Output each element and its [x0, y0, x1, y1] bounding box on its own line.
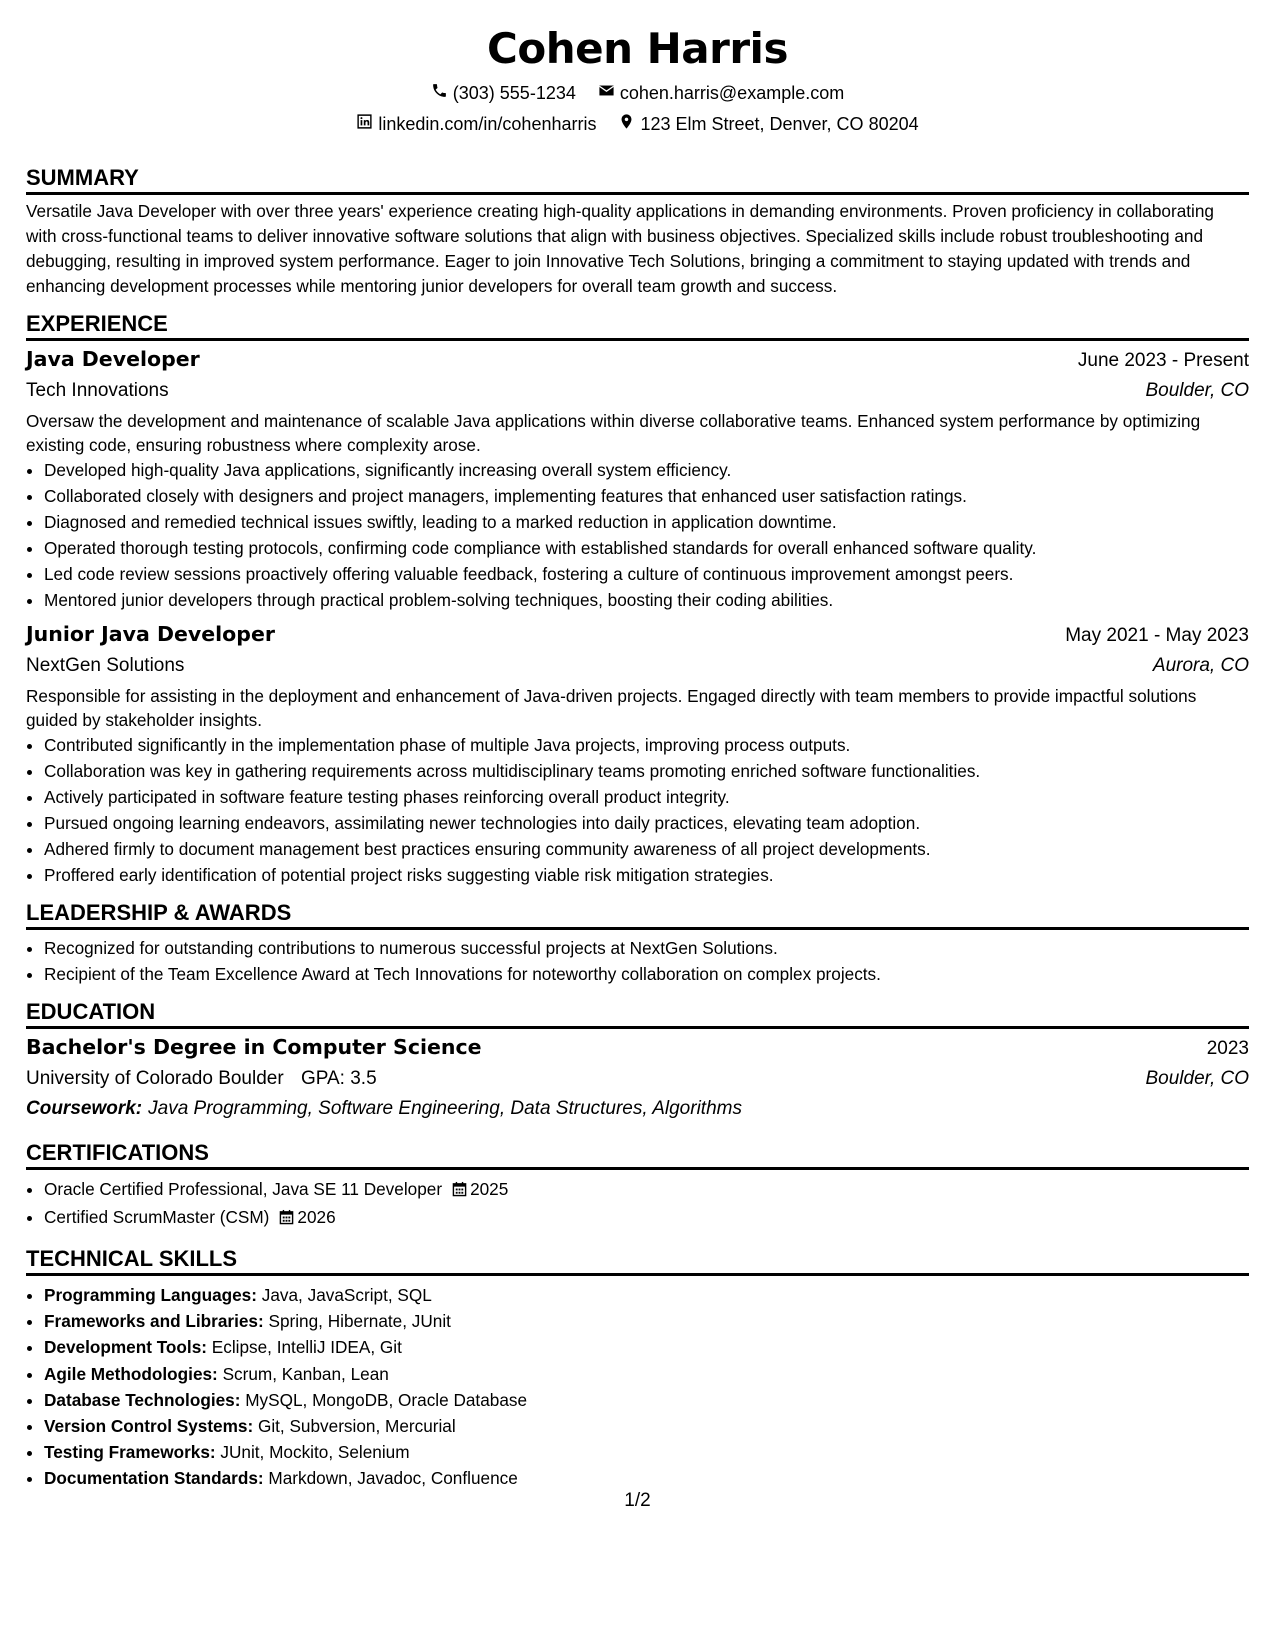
job-location: Aurora, CO: [1152, 655, 1249, 676]
list-item: • Recipient of the Team Excellence Award at Tech Innovations for noteworthy collaboration on complex projects.: [44, 961, 1249, 987]
list-item: • Diagnosed and remedied technical issues swiftly, leading to a marked reduction in application downtime.: [44, 509, 1249, 535]
email-text: cohen.harris@example.com: [619, 83, 845, 103]
section-title-certifications: CERTIFICATIONS: [26, 1140, 1249, 1170]
list-item: • Mentored junior developers through practical problem-solving techniques, boosting their coding abilities.: [44, 587, 1249, 613]
job-description: Oversaw the development and maintenance of scalable Java applications within diverse collaborative teams. Enhanced system performance by optimizing existing code, ensuring robustness where complexity arose.: [26, 411, 1201, 455]
list-item: [44, 1204, 1249, 1232]
contact-email[interactable]: [598, 82, 844, 104]
candidate-name: Cohen Harris: [487, 24, 788, 73]
degree: Bachelor's Degree in Computer Science: [26, 1035, 482, 1059]
school-location: Boulder, CO: [1145, 1068, 1249, 1089]
list-item: • Pursued ongoing learning endeavors, assimilating newer technologies into daily practices, elevating team adoption.: [44, 810, 1249, 836]
job-entry: [26, 619, 1249, 888]
coursework: [26, 1094, 1249, 1124]
job-dates: June 2023 - Present: [1077, 350, 1249, 371]
contact-phone[interactable]: [431, 82, 576, 104]
leadership-list: [26, 935, 1249, 987]
linkedin-icon: [356, 113, 373, 135]
section-title-summary: SUMMARY: [26, 165, 1249, 195]
list-item: • Proffered early identification of potential project risks suggesting viable risk mitigation strategies.: [44, 862, 1249, 888]
list-item: • Contributed significantly in the implementation phase of multiple Java projects, improving process outputs.: [44, 732, 1249, 758]
skill-value: Eclipse, IntelliJ IDEA, Git: [211, 1337, 402, 1358]
skill-value: Scrum, Kanban, Lean: [222, 1363, 389, 1384]
list-item: • Developed high-quality Java applications, significantly increasing overall system efficiency.: [44, 457, 1249, 483]
list-item: [44, 1334, 1249, 1360]
job-dates: May 2021 - May 2023: [1065, 625, 1249, 646]
section-title-leadership: LEADERSHIP & AWARDS: [26, 900, 1249, 930]
job-entry: [26, 344, 1249, 613]
cert-name: Certified ScrumMaster (CSM): [44, 1207, 270, 1227]
list-item: [44, 1465, 1249, 1491]
skill-value: Spring, Hibernate, JUnit: [268, 1311, 451, 1332]
list-item: • Operated thorough testing protocols, confirming code compliance with established standards for overall enhanced software quality.: [44, 535, 1249, 561]
experience-section: [26, 311, 1249, 888]
section-title-experience: EXPERIENCE: [26, 311, 1249, 341]
calendar-icon: [279, 1206, 294, 1232]
list-item: [44, 1361, 1249, 1387]
cert-year: 2025: [470, 1179, 509, 1199]
job-bullets: [26, 457, 1249, 613]
skill-label: Version Control Systems:: [44, 1416, 254, 1437]
section-title-education: EDUCATION: [26, 999, 1249, 1029]
resume-page: [26, 0, 1249, 1492]
summary-text: Versatile Java Developer with over three years' experience creating high-quality applications in demanding environments. Proven proficiency in collaborating with cross-functional teams to deliver innovative software solutions that align with business objectives. Specialized skills include robust troubleshooting and debugging, resulting in improved system performance. Eager to join Innovative Tech Solutions, bringing a commitment to staying updated with trends and enhancing development processes while mentoring junior developers for overall team growth and success.: [26, 201, 1214, 296]
list-item: [44, 1413, 1249, 1439]
list-item: [44, 1308, 1249, 1334]
list-item: • Recognized for outstanding contributions to numerous successful projects at NextGen Solutions.: [44, 935, 1249, 961]
skill-value: Markdown, Javadoc, Confluence: [268, 1468, 518, 1489]
coursework-list: Java Programming, Software Engineering, Data Structures, Algorithms: [148, 1098, 742, 1119]
cert-name: Oracle Certified Professional, Java SE 11 Developer: [44, 1179, 443, 1199]
contact-row-primary: [26, 82, 1249, 104]
list-item: • Adhered firmly to document management best practices ensuring community awareness of all project developments.: [44, 836, 1249, 862]
gpa: GPA: 3.5: [300, 1068, 377, 1089]
certifications-list: [26, 1176, 1249, 1232]
coursework-label: Coursework:: [26, 1098, 143, 1119]
list-item: • Actively participated in software feature testing phases reinforcing overall product integrity.: [44, 784, 1249, 810]
certifications-section: [26, 1140, 1249, 1232]
calendar-icon: [452, 1178, 467, 1204]
skill-value: MySQL, MongoDB, Oracle Database: [245, 1389, 528, 1410]
address-text: 123 Elm Street, Denver, CO 80204: [640, 114, 919, 134]
map-pin-icon: [618, 113, 635, 135]
skill-label: Agile Methodologies:: [44, 1363, 218, 1384]
job-company: Tech Innovations: [26, 380, 169, 401]
contact-address: [618, 113, 918, 135]
list-item: [44, 1439, 1249, 1465]
list-item: • Led code review sessions proactively offering valuable feedback, fostering a culture of continuous improvement amongst peers.: [44, 561, 1249, 587]
skill-label: Documentation Standards:: [44, 1468, 264, 1489]
skill-label: Database Technologies:: [44, 1389, 241, 1410]
graduation-year: 2023: [1206, 1038, 1249, 1059]
section-title-skills: TECHNICAL SKILLS: [26, 1246, 1249, 1276]
list-item: [44, 1387, 1249, 1413]
skill-value: Git, Subversion, Mercurial: [257, 1416, 456, 1437]
contact-linkedin[interactable]: [356, 113, 596, 135]
envelope-icon: [598, 82, 615, 104]
page-number: 1/2: [624, 1490, 651, 1511]
job-company: NextGen Solutions: [26, 655, 185, 676]
leadership-section: [26, 900, 1249, 987]
list-item: • Collaboration was key in gathering requirements across multidisciplinary teams promoting enriched software functionalities.: [44, 758, 1249, 784]
summary-section: [26, 165, 1249, 299]
skill-label: Development Tools:: [44, 1337, 207, 1358]
skill-value: JUnit, Mockito, Selenium: [220, 1442, 410, 1463]
list-item: • Collaborated closely with designers and project managers, implementing features that enhanced user satisfaction ratings.: [44, 483, 1249, 509]
school-name: University of Colorado Boulder: [26, 1068, 284, 1089]
phone-text: (303) 555-1234: [452, 83, 576, 103]
contact-row-secondary: [26, 113, 1249, 135]
job-bullets: [26, 732, 1249, 888]
skill-value: Java, JavaScript, SQL: [261, 1285, 432, 1305]
list-item: [44, 1176, 1249, 1204]
job-description: Responsible for assisting in the deployment and enhancement of Java-driven projects. Engaged directly with team members to provide impactful solutions guided by stakeholder insights.: [26, 686, 1197, 730]
cert-year: 2026: [297, 1207, 336, 1227]
education-section: [26, 999, 1249, 1124]
skill-label: Testing Frameworks:: [44, 1442, 216, 1463]
skills-section: [26, 1246, 1249, 1492]
linkedin-text: linkedin.com/in/cohenharris: [378, 114, 597, 134]
job-location: Boulder, CO: [1145, 380, 1249, 401]
phone-icon: [431, 82, 448, 104]
job-title: Java Developer: [26, 347, 200, 371]
list-item: [44, 1282, 1249, 1308]
skills-list: [26, 1282, 1249, 1492]
skill-label: Programming Languages:: [44, 1285, 257, 1305]
skill-label: Frameworks and Libraries:: [44, 1311, 264, 1332]
job-title: Junior Java Developer: [26, 622, 275, 646]
